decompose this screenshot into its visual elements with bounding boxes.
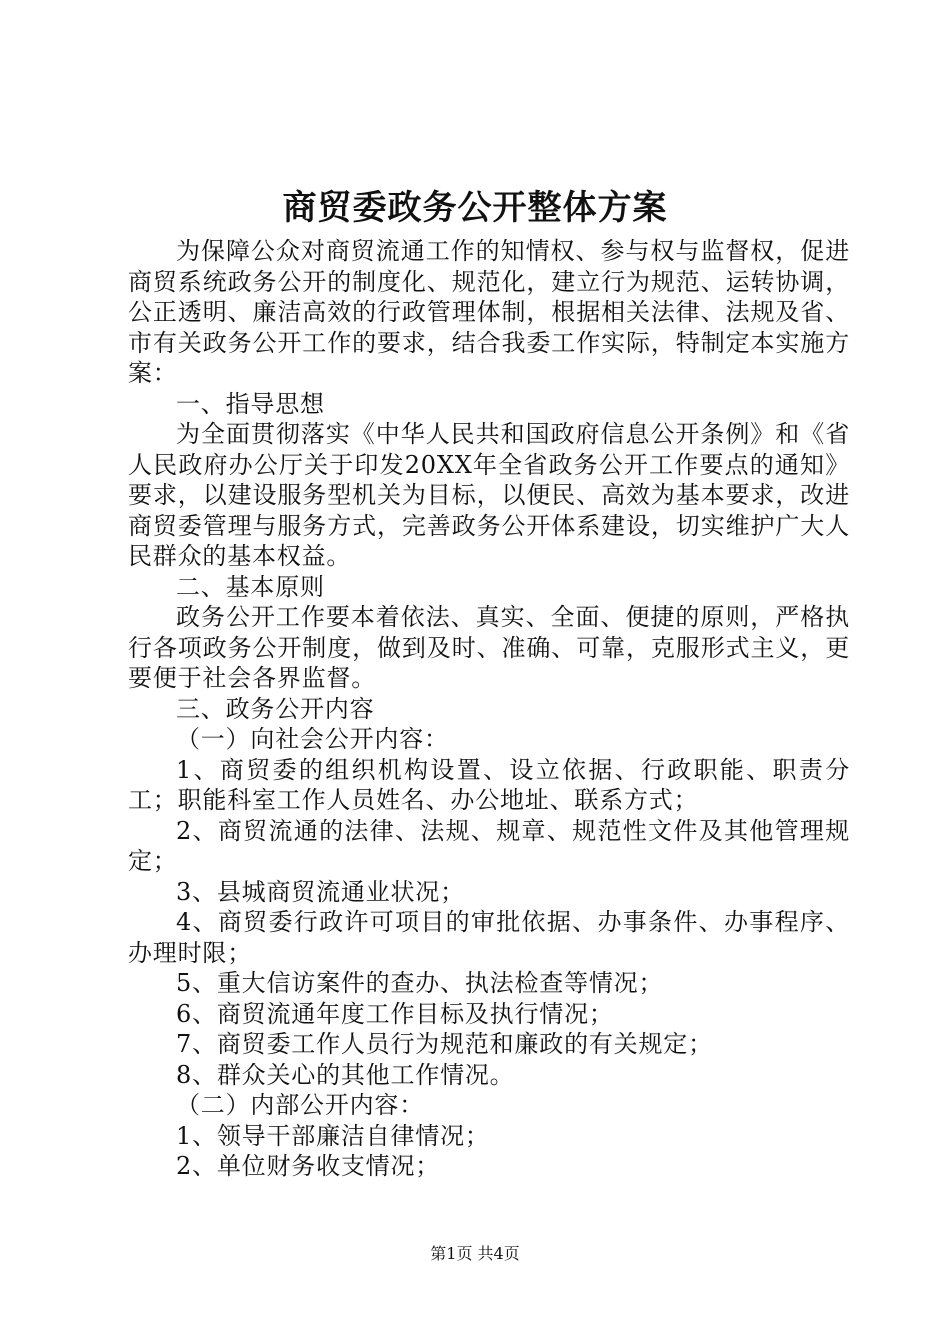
paragraph-basic-principles: 政务公开工作要本着依法、真实、全面、便捷的原则，严格执行各项政务公开制度，做到及时、准确、可靠，克服形式主义，更要便于社会各界监督。 (128, 603, 850, 692)
section-heading-disclosure-content: 三、政务公开内容 (176, 694, 375, 723)
list-item: 3、县城商贸流通业状况； (176, 877, 465, 906)
section-heading-guiding-ideology: 一、指导思想 (176, 389, 325, 418)
list-item: 5、重大信访案件的查办、执法检查等情况； (176, 969, 664, 997)
list-item: 1、领导干部廉洁自律情况； (176, 1121, 490, 1150)
list-item: 6、商贸流通年度工作目标及执行情况； (176, 999, 614, 1028)
document-title: 商贸委政务公开整体方案 (282, 188, 668, 228)
page-footer: 第1页 共4页 (430, 1244, 520, 1263)
list-item: 4、商贸委行政许可项目的审批依据、办事条件、办事程序、办理时限； (128, 908, 850, 967)
list-item: 8、群众关心的其他工作情况。 (176, 1060, 515, 1089)
section-heading-basic-principles: 二、基本原则 (176, 572, 325, 601)
list-item: 7、商贸委工作人员行为规范和廉政的有关规定； (176, 1030, 713, 1058)
list-item: 2、单位财务收支情况； (176, 1152, 441, 1180)
subsection-heading-internal: （二）内部公开内容： (176, 1091, 424, 1119)
list-item: 1、商贸委的组织机构设置、设立依据、行政职能、职责分工；职能科室工作人员姓名、办公地址、联系方式； (128, 755, 850, 814)
subsection-heading-public: （一）向社会公开内容： (176, 725, 449, 753)
document-body (128, 236, 850, 1182)
list-item: 2、商贸流通的法律、法规、规章、规范性文件及其他管理规定； (128, 816, 850, 875)
paragraph-intro: 为保障公众对商贸流通工作的知情权、参与权与监督权，促进商贸系统政务公开的制度化、规范化，建立行为规范、运转协调，公正透明、廉洁高效的行政管理体制，根据相关法律、法规及省、市有关政务公开工作的要求，结合我委工作实际，特制定本实施方案： (128, 237, 850, 387)
paragraph-guiding-ideology: 为全面贯彻落实《中华人民共和国政府信息公开条例》和《省人民政府办公厅关于印发20XX年全省政务公开工作要点的通知》要求，以建设服务型机关为目标，以便民、高效为基本要求，改进商贸委管理与服务方式，完善政务公开体系建设，切实维护广大人民群众的基本权益。 (128, 420, 850, 570)
